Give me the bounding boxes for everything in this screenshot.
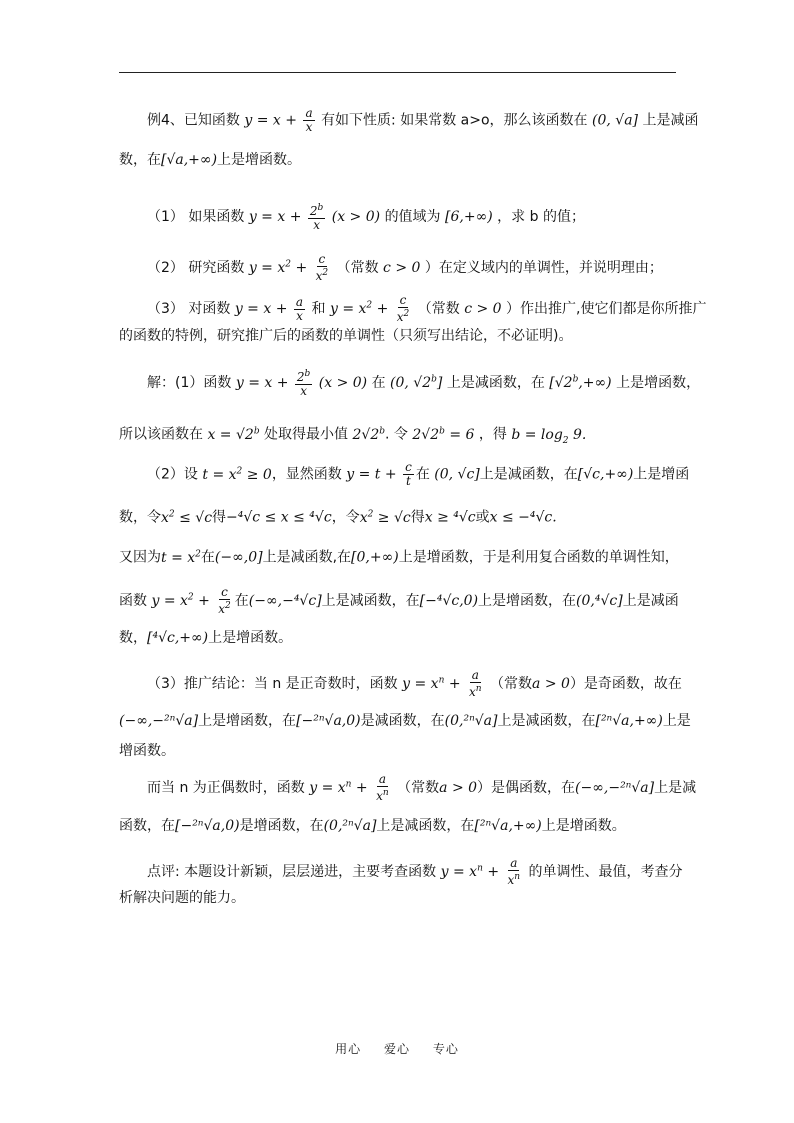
- numerator: c: [399, 293, 407, 307]
- footer-item: 专心: [432, 1042, 459, 1056]
- numerator: c: [221, 585, 228, 599]
- denominator: x: [313, 218, 320, 232]
- formula: c > 0: [464, 301, 502, 317]
- text: 处取得最小值: [264, 426, 349, 443]
- term: y = x: [151, 593, 188, 609]
- denominator: [216, 600, 233, 616]
- text: 上是增函数，: [616, 375, 701, 391]
- exponent: 2: [187, 592, 194, 603]
- text: 又因为: [119, 549, 161, 566]
- text: ）在定义域内的单调性，并说明理由；: [424, 260, 663, 276]
- term: 2√2: [412, 426, 440, 443]
- term: b = log: [511, 426, 563, 443]
- text: ，令: [331, 509, 360, 526]
- text: （3） 对函数: [147, 301, 231, 317]
- text-line: [147, 461, 707, 488]
- term: ≥ 0: [246, 466, 272, 483]
- numerator: a: [378, 772, 386, 786]
- fraction: [314, 253, 331, 283]
- text-line: [147, 107, 707, 134]
- exponent: 2: [367, 509, 374, 519]
- base: x: [507, 873, 515, 887]
- term: ≥ √c: [377, 509, 411, 526]
- text: （常数: [397, 780, 440, 796]
- text: 上是减函数，在: [497, 713, 596, 729]
- term: y = x: [402, 676, 439, 692]
- formula: [0,+∞): [351, 549, 399, 566]
- formula: [²ⁿ√a,+∞): [474, 818, 542, 834]
- formula: (−∞,−²ⁿ√a]: [119, 713, 199, 729]
- numerator: a: [510, 856, 518, 870]
- text: 在: [415, 466, 430, 483]
- denominator: t: [406, 474, 411, 489]
- numerator: [308, 202, 325, 219]
- exponent: b: [317, 203, 324, 213]
- text: 上是减函数，在: [376, 818, 475, 834]
- numerator: a: [471, 668, 479, 682]
- text: 的函数的特例，研究推广后的函数的单调性（只须写出结论，不必证明)。: [119, 328, 573, 344]
- numerator: c: [405, 460, 412, 475]
- footer-item: 用心: [335, 1042, 362, 1056]
- exponent: n: [345, 779, 352, 790]
- text-line: [119, 586, 679, 616]
- term: (0, √2: [390, 375, 432, 391]
- footer-item: 爱心: [383, 1042, 410, 1056]
- text: . 令: [385, 426, 408, 443]
- term: y = x: [309, 780, 346, 796]
- text-line: [119, 421, 679, 450]
- text: 和: [311, 301, 326, 317]
- text: ）作出推广,使它们都是你所推广: [506, 301, 707, 317]
- text: 上是减函数，在: [446, 375, 545, 391]
- formula: x ≤ −⁴√c.: [489, 509, 557, 526]
- text: 上是增函数。: [217, 152, 302, 168]
- formula: y = x +: [244, 112, 297, 129]
- base: x: [376, 789, 383, 803]
- base: 2: [296, 370, 305, 384]
- numerator: [295, 368, 312, 385]
- denominator: x: [300, 384, 307, 398]
- term: = 6: [449, 426, 475, 443]
- text: （1） 如果函数: [147, 209, 245, 225]
- text: 是增函数，在: [239, 818, 324, 834]
- operator: +: [376, 301, 389, 317]
- text: 是减函数，在: [360, 713, 445, 729]
- text: 上是减函数，在: [479, 466, 578, 483]
- text: 上是增函数，于是利用复合函数的单调性知，: [398, 549, 679, 566]
- text: 所以该函数在: [119, 426, 203, 443]
- text: 上是减函: [622, 593, 679, 609]
- text: 例4、已知函数: [147, 112, 240, 129]
- formula: [√c,+∞): [577, 466, 634, 483]
- text-line: [119, 504, 679, 528]
- text-line: [119, 711, 691, 731]
- formula: [360, 510, 411, 526]
- formula: [249, 260, 307, 276]
- formula: [511, 426, 587, 446]
- bracket: ]: [436, 375, 443, 391]
- text: 在: [371, 375, 386, 391]
- text: 上是减: [654, 780, 697, 796]
- text-line: [119, 888, 679, 908]
- formula: y = t +: [346, 466, 397, 483]
- formula: (0,²ⁿ√a]: [323, 818, 377, 834]
- formula: [²ⁿ√a,+∞): [595, 713, 663, 729]
- text: 得: [410, 509, 425, 526]
- formula: [151, 593, 209, 609]
- text: 上是减函数，在: [321, 593, 420, 609]
- term: 9.: [568, 426, 587, 443]
- text: （2） 研究函数: [147, 260, 245, 276]
- text: 在: [234, 593, 249, 609]
- fraction: [467, 669, 484, 699]
- text: 上是: [662, 713, 691, 729]
- formula: [441, 864, 499, 880]
- formula: [402, 676, 460, 692]
- formula: [390, 375, 442, 391]
- text: ，得: [478, 426, 507, 443]
- text: ，求 b 的值；: [497, 209, 585, 225]
- text: 的单调性、最值，考查分: [528, 864, 683, 880]
- exponent: n: [514, 872, 521, 882]
- exponent: 2: [403, 309, 410, 319]
- text-line: [147, 202, 707, 232]
- numerator: a: [305, 106, 313, 120]
- operator: +: [448, 676, 461, 692]
- text: 上是增函: [633, 466, 690, 483]
- term: ≤ √c: [179, 509, 213, 526]
- exponent: n: [477, 863, 483, 874]
- formula: [549, 375, 611, 391]
- text-line: [119, 544, 679, 568]
- fraction: [303, 107, 314, 134]
- formula: [352, 427, 385, 443]
- term: ,+∞): [578, 375, 612, 391]
- operator: +: [198, 593, 210, 609]
- denominator: [467, 683, 484, 699]
- text-line: [119, 628, 679, 648]
- text: 得: [212, 509, 227, 526]
- term: x = √2: [207, 426, 254, 443]
- text: 函数: [119, 593, 147, 609]
- term: [√2: [549, 375, 573, 391]
- text: 而当 n 为正偶数时，函数: [147, 780, 305, 796]
- base: x: [469, 685, 476, 699]
- term: y = x: [248, 260, 286, 276]
- text: 函数，在: [119, 818, 175, 834]
- formula: y = x +: [248, 209, 302, 225]
- operator: +: [295, 260, 308, 276]
- formula: y = x +: [234, 301, 288, 317]
- text-line: [147, 294, 707, 324]
- exponent: 2: [236, 466, 243, 476]
- exponent: b: [431, 374, 437, 385]
- fraction: [308, 202, 325, 232]
- fraction: [295, 368, 312, 398]
- formula: a > 0: [439, 780, 478, 796]
- text: 上是减函: [642, 112, 699, 129]
- text: （常数: [417, 301, 460, 317]
- formula: (0,⁴√c]: [576, 593, 623, 609]
- formula: a > 0: [532, 676, 570, 692]
- fraction: [395, 294, 412, 324]
- term: t = x: [202, 466, 237, 483]
- text: ，显然函数: [271, 466, 342, 483]
- formula: (−∞,−⁴√c]: [248, 593, 322, 609]
- exponent: n: [382, 788, 389, 798]
- text: 上是减函数,在: [262, 549, 352, 566]
- exponent: n: [475, 684, 482, 694]
- exponent: b: [253, 426, 260, 436]
- text: 析解决问题的能力。: [119, 890, 245, 906]
- text: 的值域为: [384, 209, 441, 225]
- formula: (−∞,−²ⁿ√a]: [575, 780, 655, 796]
- text-line: [119, 150, 679, 170]
- formula: [161, 550, 201, 566]
- formula: [√a,+∞): [161, 152, 218, 168]
- denominator: x: [305, 120, 313, 134]
- text: 数，在: [119, 152, 161, 168]
- exponent: 2: [366, 300, 373, 311]
- term: t = x: [161, 549, 196, 566]
- text: ）是奇函数，故在: [569, 676, 682, 692]
- fraction: [294, 296, 305, 323]
- text-line: [119, 816, 679, 836]
- subscript: 2: [562, 435, 569, 446]
- denominator: x: [296, 308, 303, 323]
- term: 2√2: [352, 426, 380, 443]
- operator: +: [355, 780, 368, 796]
- exponent: 2: [195, 549, 201, 559]
- formula: c > 0: [383, 260, 421, 276]
- exponent: 2: [225, 601, 231, 611]
- formula: (0, √a]: [592, 112, 639, 129]
- formula: [−⁴√c,0): [419, 593, 479, 609]
- fraction: [216, 586, 233, 616]
- formula: [161, 510, 212, 526]
- text: 解：(1）函数: [147, 375, 232, 391]
- exponent: b: [572, 374, 579, 385]
- text: 增函数。: [119, 743, 175, 759]
- base: x: [396, 310, 404, 324]
- text: 上是增函数。: [541, 818, 626, 834]
- exponent: b: [379, 426, 385, 436]
- fraction: [506, 857, 523, 887]
- formula: [207, 427, 259, 443]
- text: 或: [475, 509, 490, 526]
- numerator: c: [318, 252, 326, 266]
- term: y = x: [329, 301, 367, 317]
- formula: (−∞,0]: [214, 549, 263, 566]
- term: y = x: [440, 864, 478, 880]
- base: x: [218, 602, 226, 616]
- formula: [⁴√c,+∞): [147, 630, 209, 646]
- text-line: [147, 669, 707, 699]
- header-rule: [119, 72, 676, 73]
- text: （3）推广结论：当 n 是正奇数时，函数: [147, 676, 398, 692]
- formula: [309, 780, 367, 796]
- text: 点评: 本题设计新颖，层层递进，主要考查函数: [147, 864, 437, 880]
- text: ）是偶函数，在: [477, 780, 576, 796]
- exponent: n: [438, 675, 445, 686]
- text-line: [147, 368, 707, 398]
- formula: (0, √c]: [434, 466, 480, 483]
- page-footer: [0, 1040, 794, 1057]
- text-line: [147, 857, 707, 887]
- formula: [202, 467, 271, 483]
- text: 上是增函数，在: [478, 593, 577, 609]
- formula: [−²ⁿ√a,0): [175, 818, 240, 834]
- term: x: [161, 509, 169, 526]
- exponent: 2: [285, 259, 291, 270]
- base: 2: [309, 204, 318, 218]
- formula: x ≥ ⁴√c: [424, 509, 476, 526]
- exponent: b: [304, 369, 311, 379]
- exponent: b: [439, 426, 445, 436]
- formula: (x > 0): [318, 375, 368, 391]
- formula: [−²ⁿ√a,0): [296, 713, 361, 729]
- text: 数，: [119, 630, 147, 646]
- text: 在: [200, 549, 215, 566]
- text-line: [147, 773, 707, 803]
- numerator: a: [295, 294, 304, 309]
- text: 上是增函数。: [208, 630, 293, 646]
- denominator: [314, 267, 331, 283]
- text-line: [119, 326, 679, 346]
- denominator: [506, 871, 523, 887]
- formula: [6,+∞): [445, 209, 493, 225]
- formula: y = x +: [235, 375, 289, 391]
- formula: −⁴√c ≤ x ≤ ⁴√c: [226, 509, 332, 526]
- text: 有如下性质: 如果常数 a>o，那么该函数在: [321, 112, 588, 129]
- text: 上是增函数，在: [198, 713, 297, 729]
- text: 数，令: [119, 509, 161, 526]
- text-line: [147, 253, 707, 283]
- exponent: 2: [322, 268, 329, 278]
- text: （2）设: [147, 466, 198, 483]
- term: x: [359, 509, 368, 526]
- denominator: [374, 787, 391, 803]
- fraction: [403, 461, 414, 488]
- text: （常数: [336, 260, 379, 276]
- base: x: [315, 269, 323, 283]
- fraction: [374, 773, 391, 803]
- text-line: [119, 741, 679, 761]
- formula: [412, 427, 474, 443]
- formula: (x > 0): [331, 209, 381, 225]
- formula: [330, 301, 388, 317]
- formula: (0,²ⁿ√a]: [444, 713, 498, 729]
- exponent: 2: [168, 509, 175, 519]
- text: （常数: [490, 676, 533, 692]
- denominator: [395, 308, 412, 324]
- operator: +: [487, 864, 500, 880]
